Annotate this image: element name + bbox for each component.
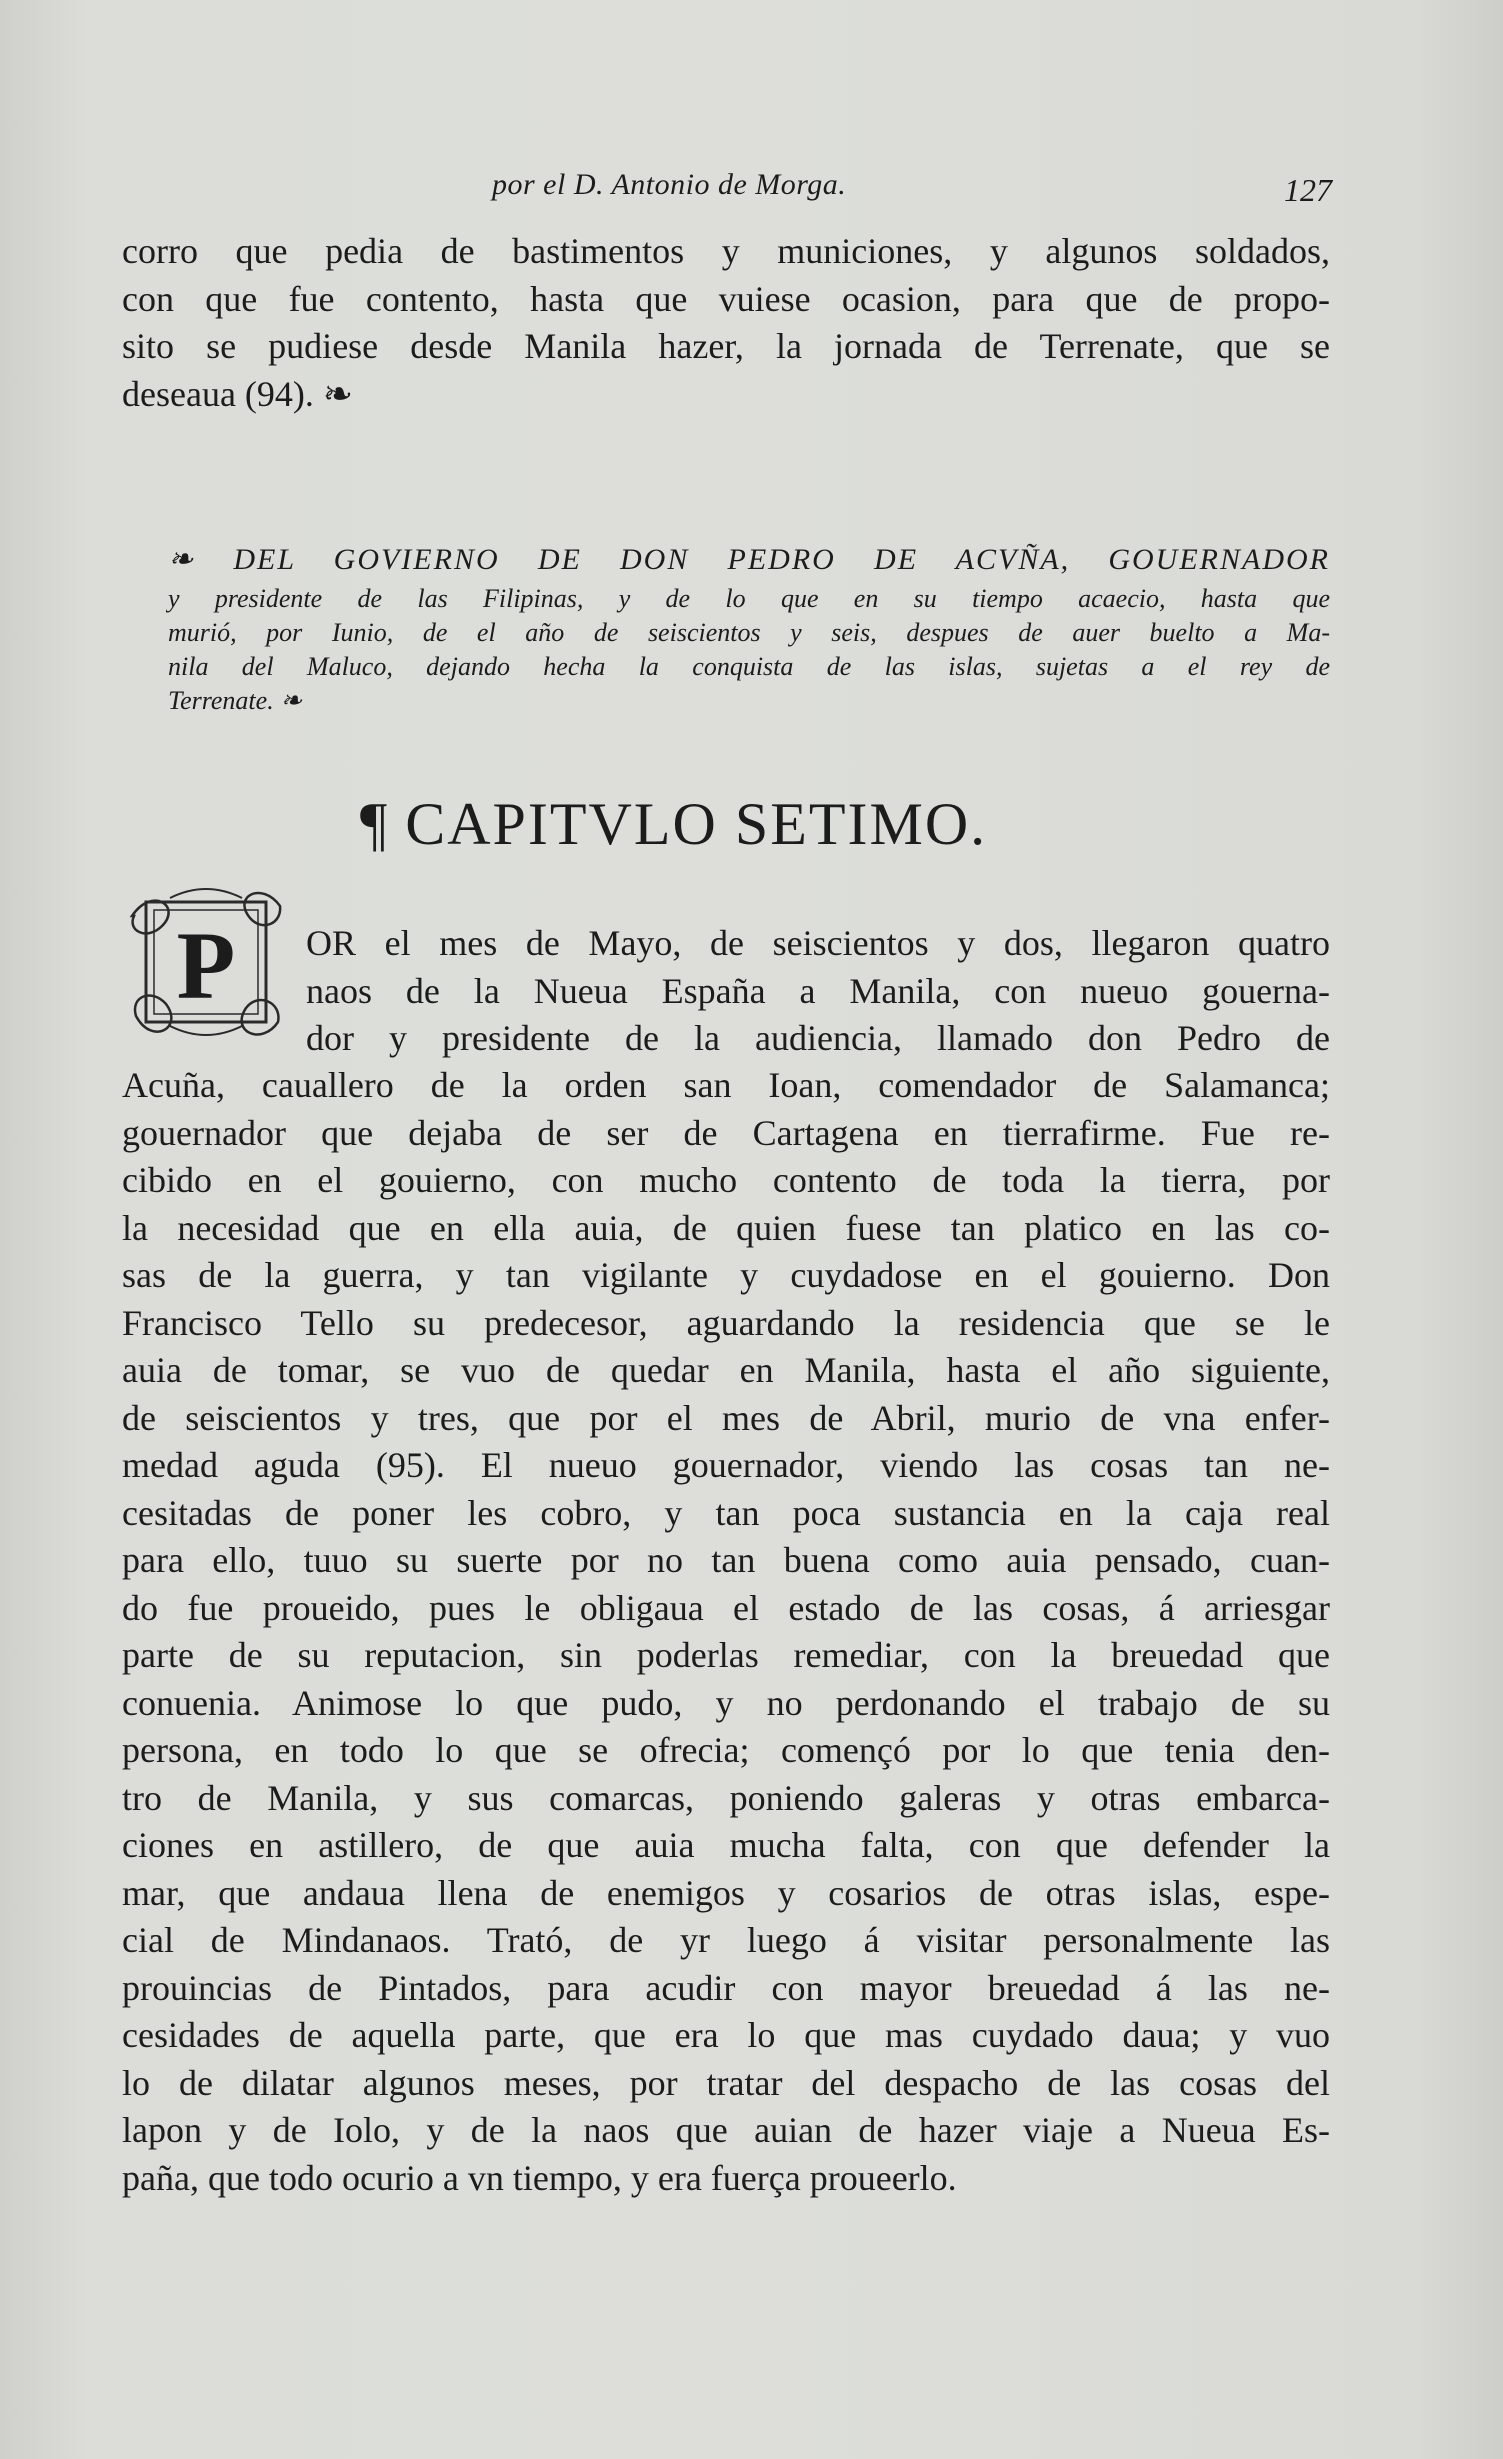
text-line: medad aguda (95). El nueuo gouernador, viendo las cosas tan ne- <box>122 1445 1330 1485</box>
text-line: persona, en todo lo que se ofrecia; començó por lo que tenia den- <box>122 1730 1330 1770</box>
text-line: conuenia. Animose lo que pudo, y no perdonando el trabajo de su <box>122 1682 1330 1723</box>
text-line: Francisco Tello su predecesor, aguardando la residencia que se le <box>122 1302 1330 1343</box>
summary-line: nila del Maluco, dejando hecha la conquista de las islas, sujetas a el rey de <box>168 652 1330 681</box>
pilcrow-icon: ¶ <box>360 791 390 857</box>
summary-line: Terrenate. ❧ <box>168 686 302 715</box>
ornamental-initial-icon <box>122 876 290 1048</box>
text-line: cial de Mindanaos. Trató, de yr luego á visitar personalmente las <box>122 1920 1330 1960</box>
text-line: dor y presidente de la audiencia, llamado don Pedro de <box>306 1018 1330 1058</box>
text-line: OR el mes de Mayo, de seiscientos y dos, llegaron quatro <box>306 923 1330 963</box>
text-line: la necesidad que en ella auia, de quien fuese tan platico en las co- <box>122 1207 1330 1248</box>
drop-cap <box>122 876 290 1048</box>
chapter-title-text: CAPITVLO SETIMO. <box>405 791 988 857</box>
text-line: para ello, tuuo su suerte por no tan buena como auia pensado, cuan- <box>122 1540 1330 1580</box>
text-line: tro de Manila, y sus comarcas, poniendo galeras y otras embarca- <box>122 1777 1330 1818</box>
chapter-title <box>360 790 987 859</box>
text-line: deseaua (94). ❧ <box>122 373 354 414</box>
text-line: gouernador que dejaba de ser de Cartagena en tierrafirme. Fue re- <box>122 1112 1330 1153</box>
paragraph-opening <box>306 920 1330 1063</box>
text-line: sito se pudiese desde Manila hazer, la jornada de Terrenate, que se <box>122 326 1330 366</box>
summary-line: ❧ DEL GOVIERNO DE DON PEDRO DE ACVÑA, GOUERNADOR <box>168 543 1330 576</box>
text-line: parte de su reputacion, sin poderlas remediar, con la breuedad que <box>122 1635 1330 1675</box>
text-line: prouincias de Pintados, para acudir con mayor breuedad á las ne- <box>122 1967 1330 2008</box>
text-line: mar, que andaua llena de enemigos y cosarios de otras islas, espe- <box>122 1872 1330 1913</box>
text-line: lo de dilatar algunos meses, por tratar del despacho de las cosas del <box>122 2062 1330 2103</box>
text-line: do fue proueido, pues le obligaua el estado de las cosas, á arriesgar <box>122 1587 1330 1628</box>
text-line: ciones en astillero, de que auia mucha falta, con que defender la <box>122 1825 1330 1865</box>
summary-line: murió, por Iunio, de el año de seiscientos y seis, despues de auer buelto a Ma- <box>168 618 1330 647</box>
text-line: auia de tomar, se vuo de quedar en Manila, hasta el año siguiente, <box>122 1350 1330 1390</box>
chapter-summary <box>168 540 1330 718</box>
paragraph-continuation <box>122 228 1330 418</box>
text-line: Acuña, cauallero de la orden san Ioan, comendador de Salamanca; <box>122 1065 1330 1105</box>
text-line: de seiscientos y tres, que por el mes de Abril, murio de vna enfer- <box>122 1397 1330 1438</box>
text-line: lapon y de Iolo, y de la naos que auian de hazer viaje a Nueua Es- <box>122 2110 1330 2150</box>
text-line: cibido en el gouierno, con mucho contento de toda la tierra, por <box>122 1160 1330 1200</box>
page-number: 127 <box>1284 172 1332 208</box>
summary-line: y presidente de las Filipinas, y de lo que en su tiempo acaecio, hasta que <box>168 584 1330 613</box>
text-line: cesitadas de poner les cobro, y tan poca sustancia en la caja real <box>122 1492 1330 1533</box>
paragraph-body <box>122 1062 1330 2202</box>
text-line: con que fue contento, hasta que vuiese ocasion, para que de propo- <box>122 278 1330 319</box>
text-line: sas de la guerra, y tan vigilante y cuydadose en el gouierno. Don <box>122 1255 1330 1295</box>
text-line: naos de la Nueua España a Manila, con nueuo gouerna- <box>306 970 1330 1011</box>
running-title: por el D. Antonio de Morga. <box>492 168 847 201</box>
text-line: corro que pedia de bastimentos y municiones, y algunos soldados, <box>122 231 1330 271</box>
text-line: paña, que todo ocurio a vn tiempo, y era fuerça proueerlo. <box>122 2157 957 2198</box>
drop-cap-letter: P <box>176 912 236 1019</box>
text-line: cesidades de aquella parte, que era lo que mas cuydado daua; y vuo <box>122 2015 1330 2055</box>
